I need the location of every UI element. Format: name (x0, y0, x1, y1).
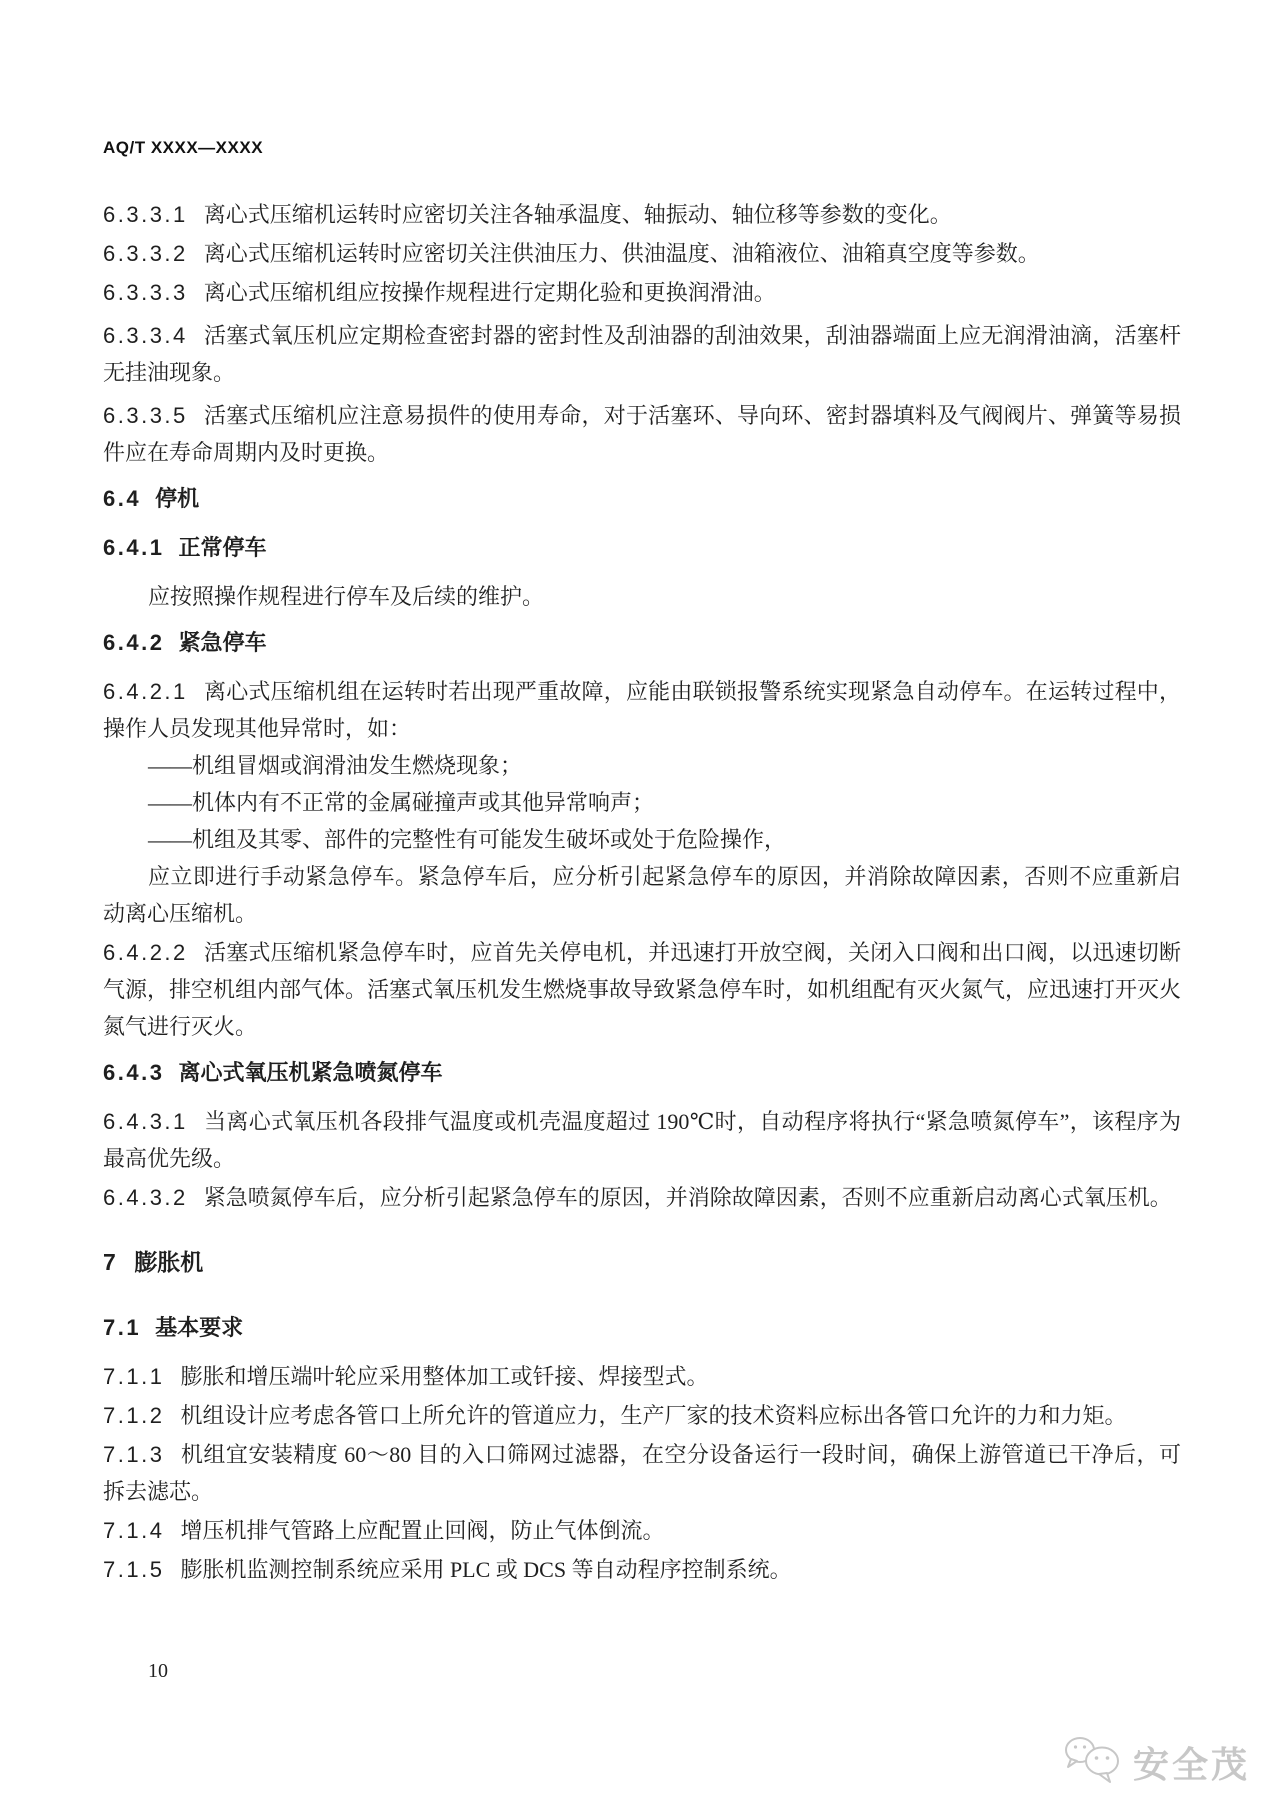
clause-number: 6.3.3.1 (103, 202, 188, 227)
wechat-chat-bubbles-icon (1063, 1734, 1125, 1791)
clause-6421 (103, 673, 1181, 747)
clause-text: 紧急喷氮停车后，应分析引起紧急停车的原因，并消除故障因素，否则不应重新启动离心式氧压机。 (203, 1185, 1172, 1210)
document-body (103, 196, 1181, 1588)
dash-item-damage: ——机组及其零、部件的完整性有可能发生破坏或处于危险操作， (148, 827, 787, 852)
heading-text: 膨胀机 (134, 1249, 204, 1275)
standard-code-header: AQ/T XXXX—XXXX (103, 138, 264, 157)
clause-6432 (103, 1179, 1181, 1216)
clause-number: 7.1.5 (103, 1557, 165, 1582)
paragraph-manual-emergency-stop: 应立即进行手动紧急停车。紧急停车后，应分析引起紧急停车的原因，并消除故障因素，否则不应重新启动离心压缩机。 (103, 864, 1181, 926)
clause-number: 7.1.4 (103, 1518, 165, 1543)
heading-text: 基本要求 (155, 1315, 244, 1340)
clause-712 (103, 1397, 1181, 1434)
clause-text: 当离心式氧压机各段排气温度或机壳温度超过 190℃时，自动程序将执行“紧急喷氮停车”，该程序为最高优先级。 (103, 1109, 1181, 1171)
clause-text: 离心式压缩机组在运转时若出现严重故障，应能由联锁报警系统实现紧急自动停车。在运转过程中，操作人员发现其他异常时，如： (103, 679, 1181, 741)
clause-text: 增压机排气管路上应配置止回阀，防止气体倒流。 (180, 1518, 665, 1543)
clause-number: 6.3.3.3 (103, 280, 188, 305)
chapter-heading-7 (103, 1244, 1181, 1281)
clause-713 (103, 1436, 1181, 1510)
section-heading-642 (103, 624, 1181, 661)
clause-text: 机组设计应考虑各管口上所允许的管道应力，生产厂家的技术资料应标出各管口允许的力和力矩。 (180, 1403, 1127, 1428)
heading-number: 6.4.3 (103, 1060, 165, 1085)
clause-number: 6.4.2.1 (103, 679, 188, 704)
clause-number: 7.1.1 (103, 1364, 165, 1389)
section-heading-643 (103, 1054, 1181, 1091)
section-heading-71 (103, 1309, 1181, 1346)
paragraph-normal-stop: 应按照操作规程进行停车及后续的维护。 (148, 584, 545, 609)
watermark-logo (1063, 1734, 1250, 1791)
clause-number: 6.4.3.2 (103, 1185, 188, 1210)
clause-text: 活塞式氧压机应定期检查密封器的密封性及刮油器的刮油效果，刮油器端面上应无润滑油滴，活塞杆无挂油现象。 (103, 323, 1181, 385)
clause-text: 离心式压缩机运转时应密切关注各轴承温度、轴振动、轴位移等参数的变化。 (203, 202, 952, 227)
clause-number: 6.3.3.4 (103, 323, 188, 348)
section-heading-641 (103, 529, 1181, 566)
clause-711 (103, 1358, 1181, 1395)
clause-number: 6.3.3.5 (103, 403, 188, 428)
clause-text: 机组宜安装精度 60～80 目的入口筛网过滤器，在空分设备运行一段时间，确保上游管道已干净后，可拆去滤芯。 (103, 1442, 1181, 1504)
heading-text: 正常停车 (178, 535, 267, 560)
clause-text: 离心式压缩机组应按操作规程进行定期化验和更换润滑油。 (203, 280, 776, 305)
dash-item-noise: ——机体内有不正常的金属碰撞声或其他异常响声； (148, 790, 655, 815)
section-heading-64 (103, 480, 1181, 517)
clause-number: 7.1.2 (103, 1403, 165, 1428)
clause-text: 活塞式压缩机紧急停车时，应首先关停电机，并迅速打开放空阀，关闭入口阀和出口阀，以迅速切断气源，排空机组内部气体。活塞式氧压机发生燃烧事故导致紧急停车时，如机组配有灭火氮气，应迅速打开灭火氮气进行灭火。 (103, 940, 1182, 1039)
clause-715 (103, 1551, 1181, 1588)
clause-number: 6.4.3.1 (103, 1109, 188, 1134)
clause-text: 离心式压缩机运转时应密切关注供油压力、供油温度、油箱液位、油箱真空度等参数。 (203, 241, 1040, 266)
watermark-text: 安全茂 (1132, 1744, 1250, 1785)
clause-714 (103, 1512, 1181, 1549)
clause-6334 (103, 317, 1181, 391)
heading-number: 7 (103, 1249, 119, 1275)
heading-number: 6.4.1 (103, 535, 165, 560)
clause-number: 6.3.3.2 (103, 241, 188, 266)
heading-text: 停机 (155, 486, 200, 511)
heading-number: 7.1 (103, 1315, 142, 1340)
clause-6335 (103, 397, 1181, 471)
clause-6422 (103, 934, 1181, 1045)
clause-text: 膨胀和增压端叶轮应采用整体加工或钎接、焊接型式。 (180, 1364, 709, 1389)
heading-text: 离心式氧压机紧急喷氮停车 (178, 1060, 443, 1085)
heading-number: 6.4.2 (103, 630, 165, 655)
page-number: 10 (148, 1660, 168, 1682)
clause-text: 活塞式压缩机应注意易损件的使用寿命，对于活塞环、导向环、密封器填料及气阀阀片、弹簧等易损件应在寿命周期内及时更换。 (103, 403, 1181, 465)
clause-6431 (103, 1103, 1181, 1177)
clause-6331 (103, 196, 1181, 233)
clause-number: 6.4.2.2 (103, 940, 188, 965)
clause-text: 膨胀机监测控制系统应采用 PLC 或 DCS 等自动程序控制系统。 (180, 1557, 792, 1582)
heading-text: 紧急停车 (178, 630, 267, 655)
clause-number: 7.1.3 (103, 1442, 165, 1467)
clause-6332 (103, 235, 1181, 272)
dash-item-smoke: ——机组冒烟或润滑油发生燃烧现象； (148, 753, 523, 778)
clause-6333 (103, 274, 1181, 311)
heading-number: 6.4 (103, 486, 142, 511)
